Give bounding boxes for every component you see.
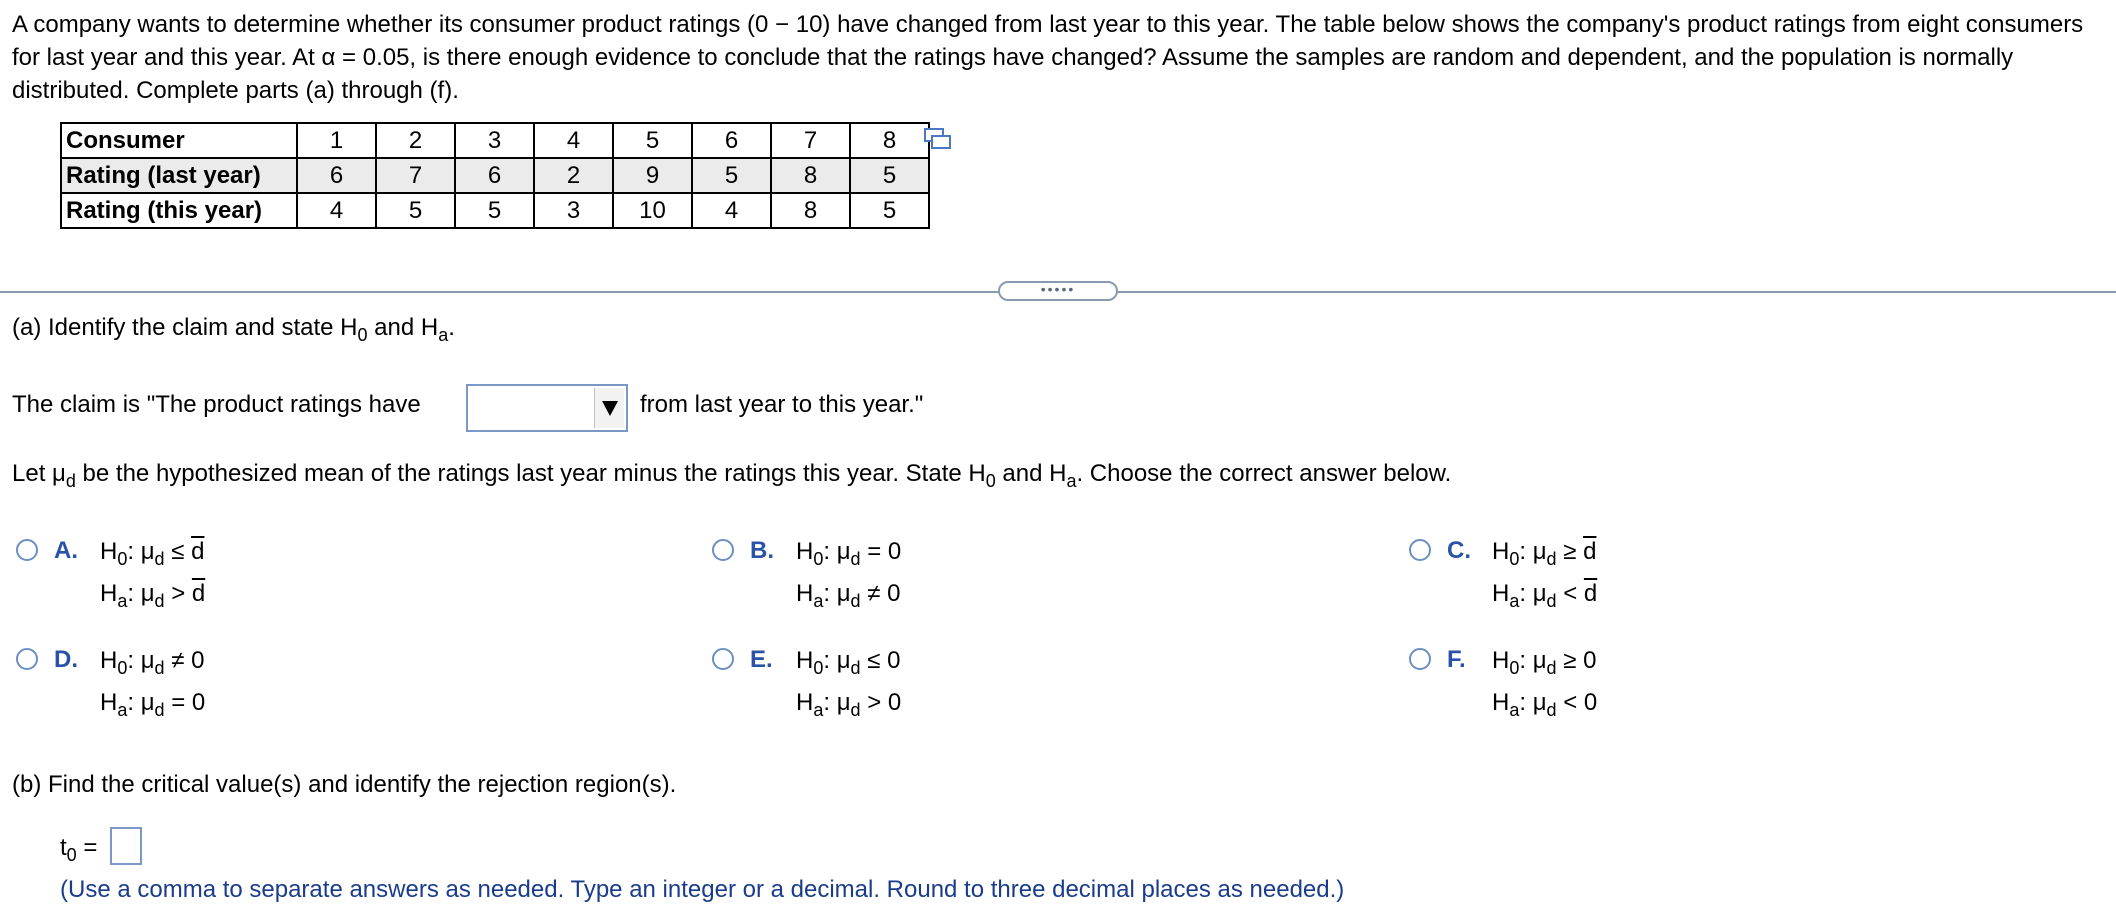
option-e-h0: $H_0$: $\mu_d \le 0$: [796, 647, 901, 678]
table-cell: 5: [376, 193, 455, 228]
table-cell: 2: [376, 123, 455, 158]
option-b-ha: $H_a$: $\mu_d \ne 0$: [796, 580, 901, 611]
table-cell: 5: [455, 193, 534, 228]
option-d-h0: $H_0$: $\mu_d \ne 0$: [100, 647, 205, 678]
radio-option-f[interactable]: [1409, 648, 1431, 670]
hint-text: (Use a comma to separate answers as needed. Type an integer or a decimal. Round to three decimal places as needed.): [60, 876, 1345, 903]
option-c-h0: $H_0$: $\mu_d \ge \overline{d}$: [1492, 538, 1597, 569]
table-cell: 4: [692, 193, 771, 228]
table-cell: 3: [455, 123, 534, 158]
option-b-letter: B.: [750, 537, 774, 564]
claim-prefix: The claim is "The product ratings have: [12, 391, 421, 418]
table-cell: 5: [850, 193, 929, 228]
table-cell: 4: [534, 123, 613, 158]
table-cell: 8: [771, 193, 850, 228]
table-cell: 9: [613, 158, 692, 193]
table-cell: 7: [376, 158, 455, 193]
claim-dropdown[interactable]: [466, 384, 628, 432]
table-cell: 10: [613, 193, 692, 228]
table-row-label: Rating (this year): [61, 193, 297, 228]
table-cell: 5: [850, 158, 929, 193]
table-row: [61, 158, 929, 193]
option-e-ha: $H_a$: $\mu_d > 0$: [796, 689, 902, 720]
table-row-label: Rating (last year): [61, 158, 297, 193]
option-c-ha: $H_a$: $\mu_d < \overline{d}$: [1492, 580, 1598, 611]
option-f-h0: $H_0$: $\mu_d \ge 0$: [1492, 647, 1597, 678]
option-e-letter: E.: [750, 646, 773, 673]
part-a-title: (a) Identify the claim and state $H_0$ and $H_a$.: [12, 314, 455, 345]
dropdown-arrow[interactable]: [594, 388, 624, 428]
part-b-title: (b) Find the critical value(s) and identify the rejection region(s).: [12, 771, 677, 798]
t-label: $t_0$ =: [60, 834, 98, 865]
option-a-ha: $H_a$: $\mu_d > \overline{d}$: [100, 580, 206, 611]
table-cell: 3: [534, 193, 613, 228]
table-cell: 5: [613, 123, 692, 158]
claim-suffix: from last year to this year.": [640, 391, 924, 418]
table-header-cell: Consumer: [61, 123, 297, 158]
option-a-letter: A.: [54, 537, 78, 564]
option-d-letter: D.: [54, 646, 78, 673]
table-cell: 2: [534, 158, 613, 193]
expand-handle[interactable]: •••••: [998, 281, 1118, 301]
radio-option-e[interactable]: [712, 648, 734, 670]
table-cell: 4: [297, 193, 376, 228]
option-b-h0: $H_0$: $\mu_d = 0$: [796, 538, 902, 569]
table-row: [61, 123, 929, 158]
ratings-table: [60, 122, 930, 229]
option-c-letter: C.: [1447, 537, 1471, 564]
radio-option-a[interactable]: [16, 539, 38, 561]
critical-value-input[interactable]: [110, 827, 142, 865]
radio-option-c[interactable]: [1409, 539, 1431, 561]
table-cell: 6: [297, 158, 376, 193]
table-cell: 8: [850, 123, 929, 158]
option-f-letter: F.: [1447, 646, 1466, 673]
table-row: [61, 193, 929, 228]
instruction-text: Let $\mu_d$ be the hypothesized mean of the ratings last year minus the ratings this year. State $H_0$ and $H_a$. Choose the correct answer below.: [12, 460, 1452, 491]
option-f-ha: $H_a$: $\mu_d < 0$: [1492, 689, 1598, 720]
table-cell: 6: [455, 158, 534, 193]
copy-table-icon[interactable]: [924, 128, 952, 150]
option-d-ha: $H_a$: $\mu_d = 0$: [100, 689, 206, 720]
radio-option-b[interactable]: [712, 539, 734, 561]
option-a-h0: $H_0$: $\mu_d \le \overline{d}$: [100, 538, 205, 569]
table-cell: 6: [692, 123, 771, 158]
triangle-down-icon: [600, 398, 620, 418]
problem-statement: A company wants to determine whether its consumer product ratings (0 − 10) have changed from last year to this year. The table below shows the company's product ratings from eight consumers for last year and this year. At α = 0.05, is there enough evidence to conclude that the ratings have changed? Assume the samples are random and dependent, and the population is normally distributed. Complete parts (a) through (f).: [12, 11, 2084, 104]
table-cell: 8: [771, 158, 850, 193]
table-cell: 7: [771, 123, 850, 158]
table-cell: 1: [297, 123, 376, 158]
radio-option-d[interactable]: [16, 648, 38, 670]
table-cell: 5: [692, 158, 771, 193]
